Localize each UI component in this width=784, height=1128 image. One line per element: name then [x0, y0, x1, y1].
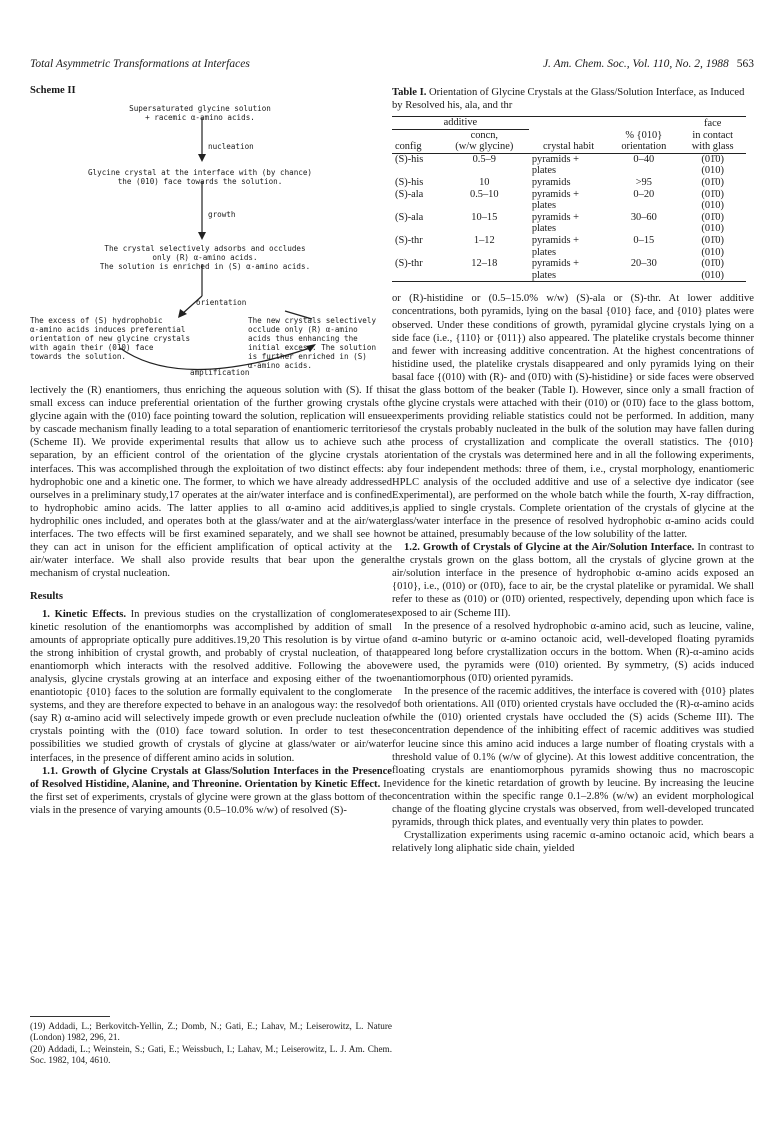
- footnotes: [30, 1016, 392, 1067]
- cell-text: plates: [531, 200, 557, 212]
- cell-text: plates: [531, 269, 557, 281]
- journal-citation: J. Am. Chem. Soc., Vol. 110, No. 2, 1988: [542, 58, 729, 70]
- table-cell-face: [679, 235, 746, 258]
- cell-text: (01̄0): [701, 176, 724, 188]
- cell-text: 0–40: [633, 153, 655, 165]
- table-cell-concn: [440, 212, 529, 235]
- header-text: config: [395, 141, 422, 153]
- table-cell-concn: [440, 235, 529, 258]
- left-box-line-c: orientation of new glycine crystals: [30, 334, 191, 343]
- table-header-spacer: [529, 117, 608, 130]
- cell-text: (S)-his: [395, 176, 424, 188]
- table-label: Table I.: [392, 87, 427, 98]
- right-column: [392, 86, 754, 855]
- header-text: in contact: [692, 129, 733, 141]
- table-header-habit: crystal habit: [529, 129, 608, 153]
- table-cell-concn: [440, 258, 529, 282]
- header-text: concn,: [470, 129, 498, 141]
- left-column: [30, 86, 392, 817]
- scheme-left-box: [30, 316, 190, 361]
- header-text: % {010}: [625, 129, 663, 141]
- cell-text: (S)-thr: [395, 234, 423, 246]
- table-row: [392, 177, 746, 189]
- right-box-line-c: acids thus enhancing the: [248, 334, 358, 343]
- cell-text: (010): [701, 223, 724, 235]
- table-cell-face: [679, 189, 746, 212]
- table-caption-text: Orientation of Glycine Crystals at the Glass/Solution Interface, as Induced by Resolved his, ala, and thr: [392, 87, 745, 111]
- footnote-rule: [30, 1016, 110, 1017]
- right-box-line-f: α-amino acids.: [248, 361, 313, 370]
- body-paragraph: In the presence of the racemic additives, the interface is covered with {010} plates of both orientations. All (01̄0) oriented crystals have occluded the (R)-α-amino acids while the (010) oriented crystals have occluded the (S) acids (Scheme III). The concentration dependence of the inhibiting effect of racemic additives was studied for leucine since this amino acid induces a large number of floating crystals with a threshold value of 0.1% (w/w of glycine). At this lowest additive concentration, the floating crystals are enantiomorphous pyramids showing thus no macroscopic evidence for the kinetic retardation of growth by leucine. By increasing the leucine concentration within the specific range 0.1–2.8% (w/w) an evident morphological change of the floating glycine crystals was observed, from well-developed truncated pyramids, through thick plates, and eventually very thin plates to powder.: [392, 686, 754, 829]
- cell-text: pyramids: [531, 176, 571, 188]
- cell-text: 0–20: [633, 188, 655, 200]
- paragraph-text: In the first set of experiments, crystals of glycine were grown at the glass bottom of the vials in the presence of varying amounts (0.5–10.0% w/w) of resolved (S)-: [30, 778, 392, 816]
- table-cell-config: [392, 177, 440, 189]
- table-cell-habit: [529, 189, 608, 212]
- header-text: (w/w glycine): [455, 141, 514, 153]
- table-cell-habit: [529, 212, 608, 235]
- cell-text: 10–15: [471, 211, 498, 223]
- table-cell-concn: [440, 177, 529, 189]
- right-box-line-d: initial excess. The solution: [248, 343, 377, 352]
- left-box-line-e: towards the solution.: [30, 352, 127, 361]
- cell-text: plates: [531, 223, 557, 235]
- table-cell-face: [679, 177, 746, 189]
- table-cell-face: [679, 212, 746, 235]
- table-cell-pct: [608, 212, 679, 235]
- box3-line-a: The crystal selectively adsorbs and occludes: [104, 244, 306, 253]
- box1-line-b: + racemic α-amino acids.: [145, 113, 255, 122]
- scheme-box-1: [100, 104, 300, 122]
- subsection-heading: 1.1. Growth of Glycine Crystals at Glass/Solution Interfaces in the Presence of Resolved Histidine, Alanine, and Threonine. Orientation by Kinetic Effect.: [30, 765, 392, 790]
- running-header: [30, 58, 754, 74]
- cell-text: 30–60: [630, 211, 657, 223]
- cell-text: (S)-ala: [395, 211, 424, 223]
- cell-text: 10: [479, 176, 490, 188]
- table-row: [392, 258, 746, 282]
- cell-text: pyramids +: [531, 211, 579, 223]
- table-cell-concn: [440, 189, 529, 212]
- table-cell-config: [392, 153, 440, 177]
- footnote-20: (20) Addadi, L.; Weinstein, S.; Gati, E.; Weissbuch, I.; Lahav, M.; Leiserowitz, L. J. Am. Chem. Soc. 1982, 104, 4610.: [30, 1044, 392, 1065]
- box2-line-b: the (010) face towards the solution.: [117, 177, 283, 186]
- table-group-header: additive: [392, 117, 529, 130]
- cell-text: (01̄0): [701, 211, 724, 223]
- cell-text: pyramids +: [531, 258, 579, 270]
- cell-text: 12–18: [471, 258, 498, 270]
- table-header-spacer: [608, 117, 679, 130]
- cell-text: (010): [701, 200, 724, 212]
- right-box-line-b: occlude only (R) α-amino: [248, 325, 358, 334]
- right-box-line-e: is further enriched in (S): [248, 352, 367, 361]
- cell-text: 0–15: [633, 234, 655, 246]
- cell-text: (01̄0): [701, 188, 724, 200]
- left-box-line-b: α-amino acids induces preferential: [30, 325, 186, 334]
- table-cell-habit: [529, 258, 608, 282]
- table-row: [392, 212, 746, 235]
- scheme-ii: [30, 86, 392, 384]
- cell-text: 1–12: [473, 234, 495, 246]
- cell-text: (S)-thr: [395, 258, 423, 270]
- body-paragraph: Crystallization experiments using racemic α-amino octanoic acid, which bears a relatively long aliphatic side chain, yielded: [392, 830, 754, 855]
- body-paragraph: [30, 765, 392, 817]
- table-row: [392, 153, 746, 177]
- body-paragraph: [392, 541, 754, 620]
- table-cell-pct: [608, 235, 679, 258]
- table-cell-config: [392, 258, 440, 282]
- step-orientation: orientation: [196, 298, 247, 307]
- section-heading-results: Results: [30, 591, 63, 603]
- header-text: with glass: [691, 141, 734, 153]
- scheme-box-2: [80, 168, 320, 186]
- table-1: [392, 116, 746, 282]
- step-nucleation: nucleation: [208, 142, 254, 151]
- table-cell-habit: [529, 177, 608, 189]
- table-cell-face: [679, 153, 746, 177]
- table-cell-config: [392, 235, 440, 258]
- table-caption: [392, 86, 754, 112]
- paragraph-text: In previous studies on the crystallization of conglomerates kinetic resolution of the enantiomorphs was accomplished by addition of small amounts of appropriate optically pure additives.19,20 This resolution is by virtue of the strong inhibition of crystal growth, and probably of crystal nucleation, of that enantiomorph which interacts with the resolved additive. Following the above analysis, glycine crystals growing at an interface and exposing either of the two enantiotopic {010} faces to the solution are formally equivalent to the conglomerate systems, and they are therefore expected to behave in an analogous way: the resolved (say R) α-amino acid will selectively impede growth or even preclude nucleation of crystals pointing with the (010) face toward solution. In order to test these possibilities we studied growth of crystals of glycine at glass/water or air/water interfaces, in the presence of different amino acids in solution.: [30, 608, 392, 764]
- table-header-orientation: [608, 129, 679, 153]
- cell-text: 0.5–9: [472, 153, 496, 165]
- body-paragraph: lectively the (R) enantiomers, thus enriching the aqueous solution with (S). If this small excess can induce preferential orientation of the further growing crystals of glycine again with the (010) face pointing toward the solution, replication will ensue by cascade mechanism finally leading to a total separation of enantiomeric territories (Scheme II). We provide experimental results that allow us to achieve such a separation, by an efficient control of the orientation of the glycine crystals at interfaces. This was accomplished through the exploitation of two distinct effects: a hydrophobic one and a kinetic one. The former, to which we have already addressed ourselves in a preliminary study,17 operates at the air/water interface and is confined to hydrophobic amino acids. The latter applies to all α-amino acid additives, hydrophilic ones included, and operates both at the glass/water and at the air/water interfaces. The two effects will be first examined separately, and we shall see how they can act in unison for the efficient amplification of optical activity at the air/water interface. We shall also provide results that bear upon the general mechanism of crystal nucleation.: [30, 385, 392, 580]
- cell-text: 0.5–10: [470, 188, 499, 200]
- table-header-contact: [679, 129, 746, 153]
- body-paragraph: In the presence of a resolved hydrophobic α-amino acid, such as leucine, valine, and α-amino butyric or α-amino octanoic acid, well-developed floating pyramids appeared long before crystallization occurs in the bottom. When (R)-α-amino acids were used, the pyramids were (010) oriented. By symmetry, (S) acids induced enantiomorphous (01̄0) oriented pyramids.: [392, 620, 754, 685]
- cell-text: (01̄0): [701, 258, 724, 270]
- header-right: [543, 58, 754, 70]
- table-cell-habit: [529, 153, 608, 177]
- cell-text: (010): [701, 246, 724, 258]
- left-box-line-d: with again their (010) face: [30, 343, 154, 352]
- cell-text: pyramids +: [531, 188, 579, 200]
- table-row: [392, 235, 746, 258]
- cell-text: (S)-his: [395, 153, 424, 165]
- table-cell-config: [392, 189, 440, 212]
- page-number: 563: [736, 58, 754, 70]
- right-box-line-a: The new crystals selectively: [248, 316, 377, 325]
- cell-text: >95: [635, 176, 652, 188]
- subsection-heading: 1. Kinetic Effects.: [42, 608, 126, 620]
- table-header-config: [392, 129, 440, 153]
- cell-text: pyramids +: [531, 234, 579, 246]
- subsection-heading: 1.2. Growth of Crystals of Glycine at the Air/Solution Interface.: [404, 542, 695, 554]
- table-cell-pct: [608, 189, 679, 212]
- table-header-face: [679, 117, 746, 130]
- header-text: face: [704, 117, 722, 129]
- scheme-right-box: [248, 316, 376, 370]
- body-paragraph: [30, 608, 392, 765]
- scheme-box-3: [90, 244, 320, 271]
- cell-text: (01̄0): [701, 234, 724, 246]
- header-text: orientation: [621, 141, 667, 153]
- box3-line-c: The solution is enriched in (S) α-amino acids.: [99, 262, 311, 271]
- header-left: Total Asymmetric Transformations at Interfaces: [30, 58, 250, 70]
- scheme-title: Scheme II: [30, 85, 76, 96]
- table-header-concn: [440, 129, 529, 153]
- cell-text: plates: [531, 165, 557, 177]
- table-cell-face: [679, 258, 746, 282]
- table-cell-config: [392, 212, 440, 235]
- box3-line-b: only (R) α-amino acids.: [152, 253, 258, 262]
- box2-line-a: Glycine crystal at the interface with (by chance): [87, 168, 313, 177]
- table-body: [392, 153, 746, 282]
- table-cell-concn: [440, 153, 529, 177]
- cell-text: 20–30: [630, 258, 657, 270]
- cell-text: (010): [701, 165, 724, 177]
- table-cell-pct: [608, 258, 679, 282]
- table-cell-pct: [608, 177, 679, 189]
- table-cell-pct: [608, 153, 679, 177]
- spacer: [392, 282, 754, 292]
- cell-text: (010): [701, 269, 724, 281]
- step-amplification: amplification: [190, 368, 250, 377]
- cell-text: (01̄0): [701, 153, 724, 165]
- cell-text: plates: [531, 246, 557, 258]
- step-growth: growth: [208, 210, 236, 219]
- table-cell-habit: [529, 235, 608, 258]
- paragraph-text: In contrast to the crystals grown on the glass bottom, all the crystals of glycine grown at the air/solution interface in the presence of hydrophobic α-amino acids exposed an {010}, i.e., (010) or (01̄0), face to air, be the crystal platelike or pyramidal. We shall refer to these as (010) or (01̄0) oriented, respectively, depending upon which face is exposed to air (Scheme III).: [392, 542, 755, 619]
- footnote-19: (19) Addadi, L.; Berkovitch-Yellin, Z.; Domb, N.; Gati, E.; Lahav, M.; Leiserowitz, L. Nature (London) 1982, 296, 21.: [30, 1021, 392, 1042]
- table-row: [392, 189, 746, 212]
- left-box-line-a: The excess of (S) hydrophobic: [30, 316, 163, 325]
- box1-line-a: Supersaturated glycine solution: [129, 104, 271, 113]
- cell-text: pyramids +: [531, 153, 579, 165]
- cell-text: (S)-ala: [395, 188, 424, 200]
- body-paragraph: or (R)-histidine or (0.5–15.0% w/w) (S)-ala or (S)-thr. At lower additive concentrations, both pyramids, lying on the basal {010} face, and {010} plates were observed. Under these conditions of growth, pyramidal glycine crystals lying on a side face (i.e., {110} or {011}) also appeared. The platelike crystals become thinner and fewer with increasing additive concentration. At the highest concentrations of histidine used, the platelike crystals disappeared and only pyramids lying on their basal face {(010) with (R)- and (01̄0) with (S)-histidine} or side faces were observed at the glass bottom of the beaker (Table I). However, since only a small fraction of the glycine crystals were attached with their (010) or (01̄0) face to the glass bottom, experiments providing reliable statistics could not be performed. In addition, many of the crystals probably nucleated in the bulk of the solution may have fallen during the process of crystallization and complicate the overall statistics. The {010} orientation of the crystals was determined here and in all the following experiments, by four independent methods: three of them, i.e., crystal morphology, enantiomeric HPLC analysis of the occluded additive and use of a selective dye indicator (see Experimental), are performed on the whole batch while the fourth, X-ray diffraction, is applied to single crystals. Complete orientation of the crystals of glycine at the glass/water interface in the presence of resolved hydrophobic α-amino acids could not be attained, presumably because of the low solubility of the latter.: [392, 293, 754, 540]
